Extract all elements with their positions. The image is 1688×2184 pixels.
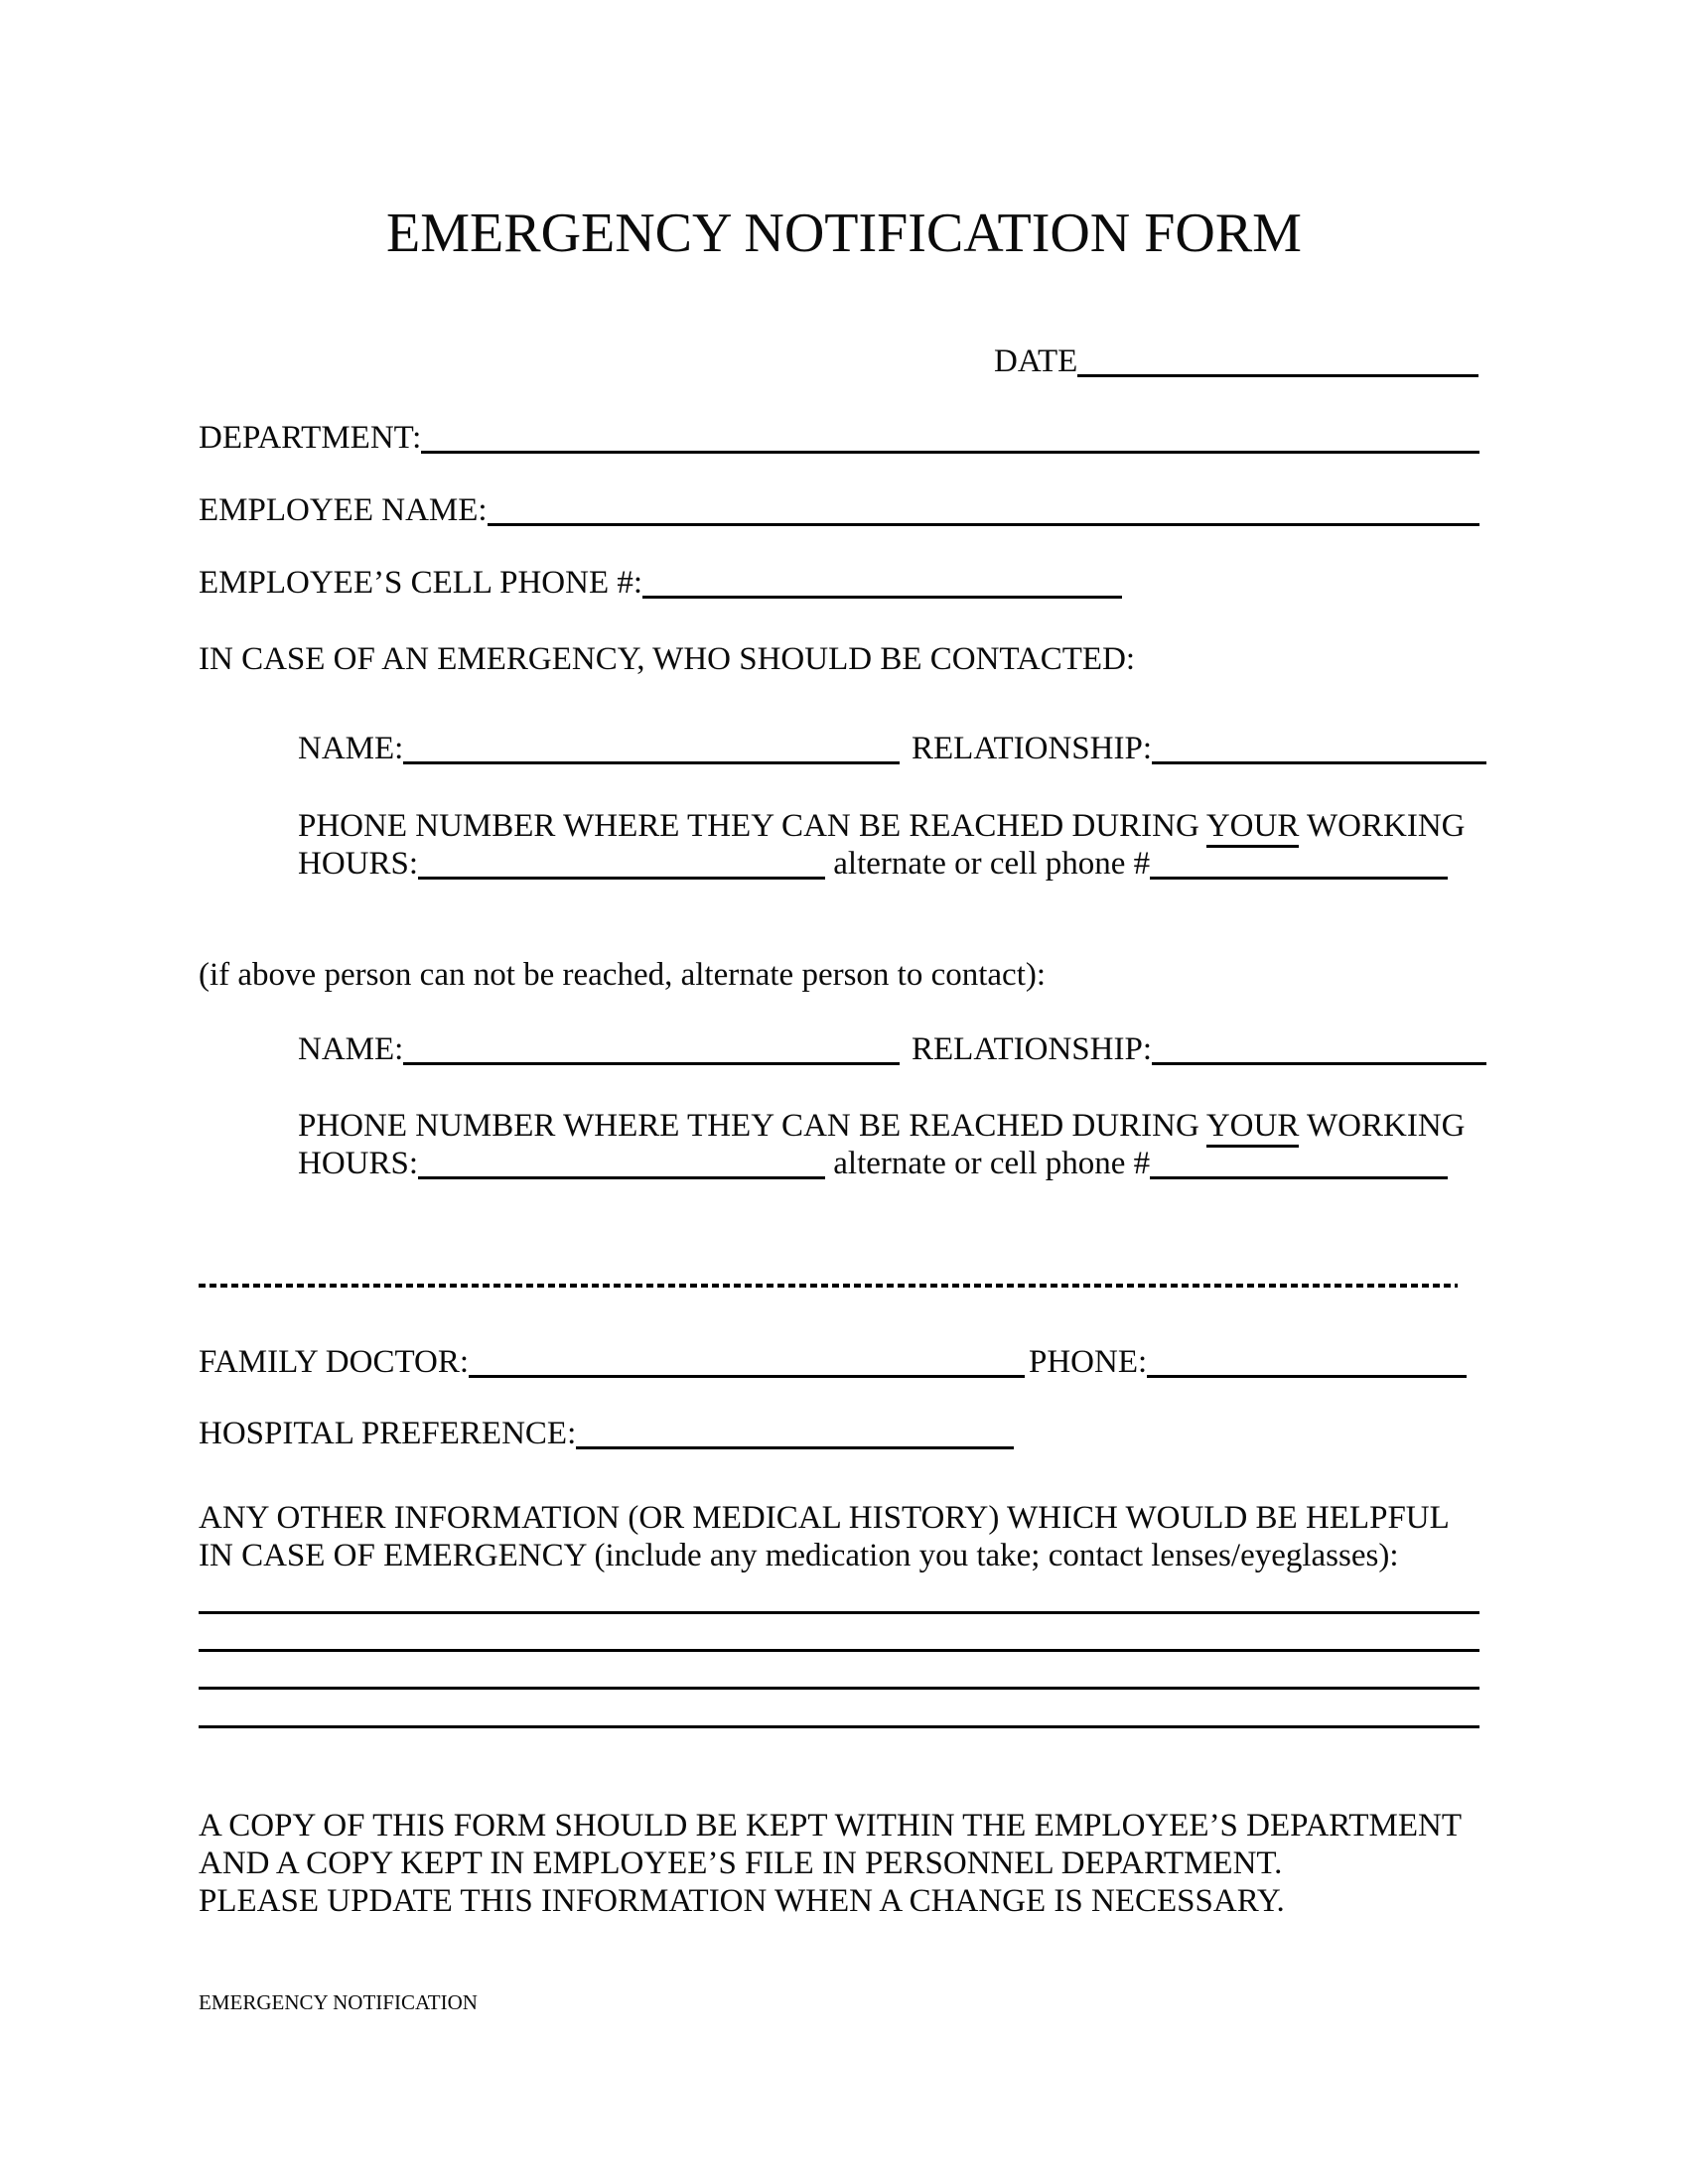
primary-relationship-input-line[interactable]: [1152, 733, 1486, 764]
hospital-preference-input-line[interactable]: [576, 1418, 1014, 1449]
primary-contact-name-row: [298, 733, 1486, 765]
doctor-phone-label: PHONE:: [1029, 1344, 1148, 1380]
primary-hours-input-line[interactable]: [418, 877, 825, 880]
alternate-alt-phone-input-line[interactable]: [1150, 1176, 1448, 1179]
primary-name-input-line[interactable]: [403, 733, 900, 764]
department-label: DEPARTMENT:: [199, 420, 422, 456]
alternate-phone-sentence-before: PHONE NUMBER WHERE THEY CAN BE REACHED DURING: [298, 1108, 1199, 1144]
page-title: EMERGENCY NOTIFICATION FORM: [386, 203, 1302, 264]
footer-note-line1: A COPY OF THIS FORM SHOULD BE KEPT WITHIN THE EMPLOYEE’S DEPARTMENT: [199, 1808, 1462, 1843]
employee-cell-phone-label: EMPLOYEE’S CELL PHONE #:: [199, 565, 643, 601]
footer-note-line2: AND A COPY KEPT IN EMPLOYEE’S FILE IN PERSONNEL DEPARTMENT.: [199, 1845, 1283, 1881]
other-info-input-line-3[interactable]: [199, 1684, 1479, 1690]
department-row: [199, 422, 1479, 455]
primary-relationship-group: [912, 733, 1486, 765]
family-doctor-input-line[interactable]: [469, 1346, 1025, 1378]
alternate-name-group: [298, 1033, 900, 1066]
alternate-name-label: NAME:: [298, 1031, 404, 1067]
other-info-heading: [199, 1499, 1450, 1574]
alternate-phone-paragraph: [298, 1107, 1466, 1182]
other-info-heading-line2: IN CASE OF EMERGENCY (include any medication you take; contact lenses/eyeglasses):: [199, 1538, 1399, 1573]
employee-name-row: [199, 494, 1479, 527]
alternate-alt-phone-label: alternate or cell phone #: [833, 1146, 1151, 1181]
hospital-preference-label: HOSPITAL PREFERENCE:: [199, 1416, 577, 1451]
hospital-preference-row: [199, 1418, 1014, 1450]
primary-phone-sentence-before: PHONE NUMBER WHERE THEY CAN BE REACHED DURING: [298, 808, 1199, 844]
doctor-phone-group: [1029, 1346, 1467, 1379]
date-input-line[interactable]: [1077, 345, 1478, 377]
employee-cell-phone-row: [199, 567, 1122, 600]
primary-alt-phone-input-line[interactable]: [1150, 877, 1448, 880]
alternate-relationship-group: [912, 1033, 1486, 1066]
primary-phone-underlined-word: YOUR: [1206, 808, 1300, 848]
family-doctor-row: [199, 1346, 1467, 1379]
primary-phone-paragraph: [298, 807, 1466, 883]
family-doctor-group: [199, 1346, 1025, 1379]
other-info-input-line-2[interactable]: [199, 1646, 1479, 1652]
alternate-hours-label: HOURS:: [298, 1146, 419, 1181]
primary-relationship-label: RELATIONSHIP:: [912, 731, 1153, 766]
alternate-name-input-line[interactable]: [403, 1033, 900, 1065]
primary-name-group: [298, 733, 900, 765]
primary-alt-phone-label: alternate or cell phone #: [833, 846, 1151, 882]
alternate-contact-heading: (if above person can not be reached, alternate person to contact):: [199, 957, 1047, 993]
footer-note: [199, 1807, 1462, 1920]
employee-name-label: EMPLOYEE NAME:: [199, 492, 488, 528]
footer-note-line3: PLEASE UPDATE THIS INFORMATION WHEN A CHANGE IS NECESSARY.: [199, 1883, 1285, 1919]
alternate-hours-input-line[interactable]: [418, 1176, 825, 1179]
alternate-phone-underlined-word: YOUR: [1206, 1108, 1300, 1148]
alternate-relationship-label: RELATIONSHIP:: [912, 1031, 1153, 1067]
alternate-contact-name-row: [298, 1033, 1486, 1066]
alternate-phone-sentence-after: WORKING: [1307, 1108, 1466, 1144]
other-info-heading-line1: ANY OTHER INFORMATION (OR MEDICAL HISTORY) WHICH WOULD BE HELPFUL: [199, 1500, 1450, 1536]
footer-tag: EMERGENCY NOTIFICATION: [199, 1990, 478, 2014]
employee-name-input-line[interactable]: [488, 494, 1479, 526]
family-doctor-label: FAMILY DOCTOR:: [199, 1344, 470, 1380]
department-input-line[interactable]: [421, 422, 1479, 454]
primary-contact-heading: IN CASE OF AN EMERGENCY, WHO SHOULD BE CONTACTED:: [199, 641, 1136, 677]
other-info-input-line-4[interactable]: [199, 1722, 1479, 1728]
date-row: [994, 345, 1478, 378]
alternate-relationship-input-line[interactable]: [1152, 1033, 1486, 1065]
doctor-phone-input-line[interactable]: [1147, 1346, 1467, 1378]
section-divider: [199, 1284, 1458, 1288]
primary-name-label: NAME:: [298, 731, 404, 766]
primary-phone-sentence-after: WORKING: [1307, 808, 1466, 844]
other-info-input-line-1[interactable]: [199, 1608, 1479, 1614]
primary-hours-label: HOURS:: [298, 846, 419, 882]
date-label: DATE: [994, 343, 1078, 379]
employee-cell-phone-input-line[interactable]: [642, 567, 1122, 599]
